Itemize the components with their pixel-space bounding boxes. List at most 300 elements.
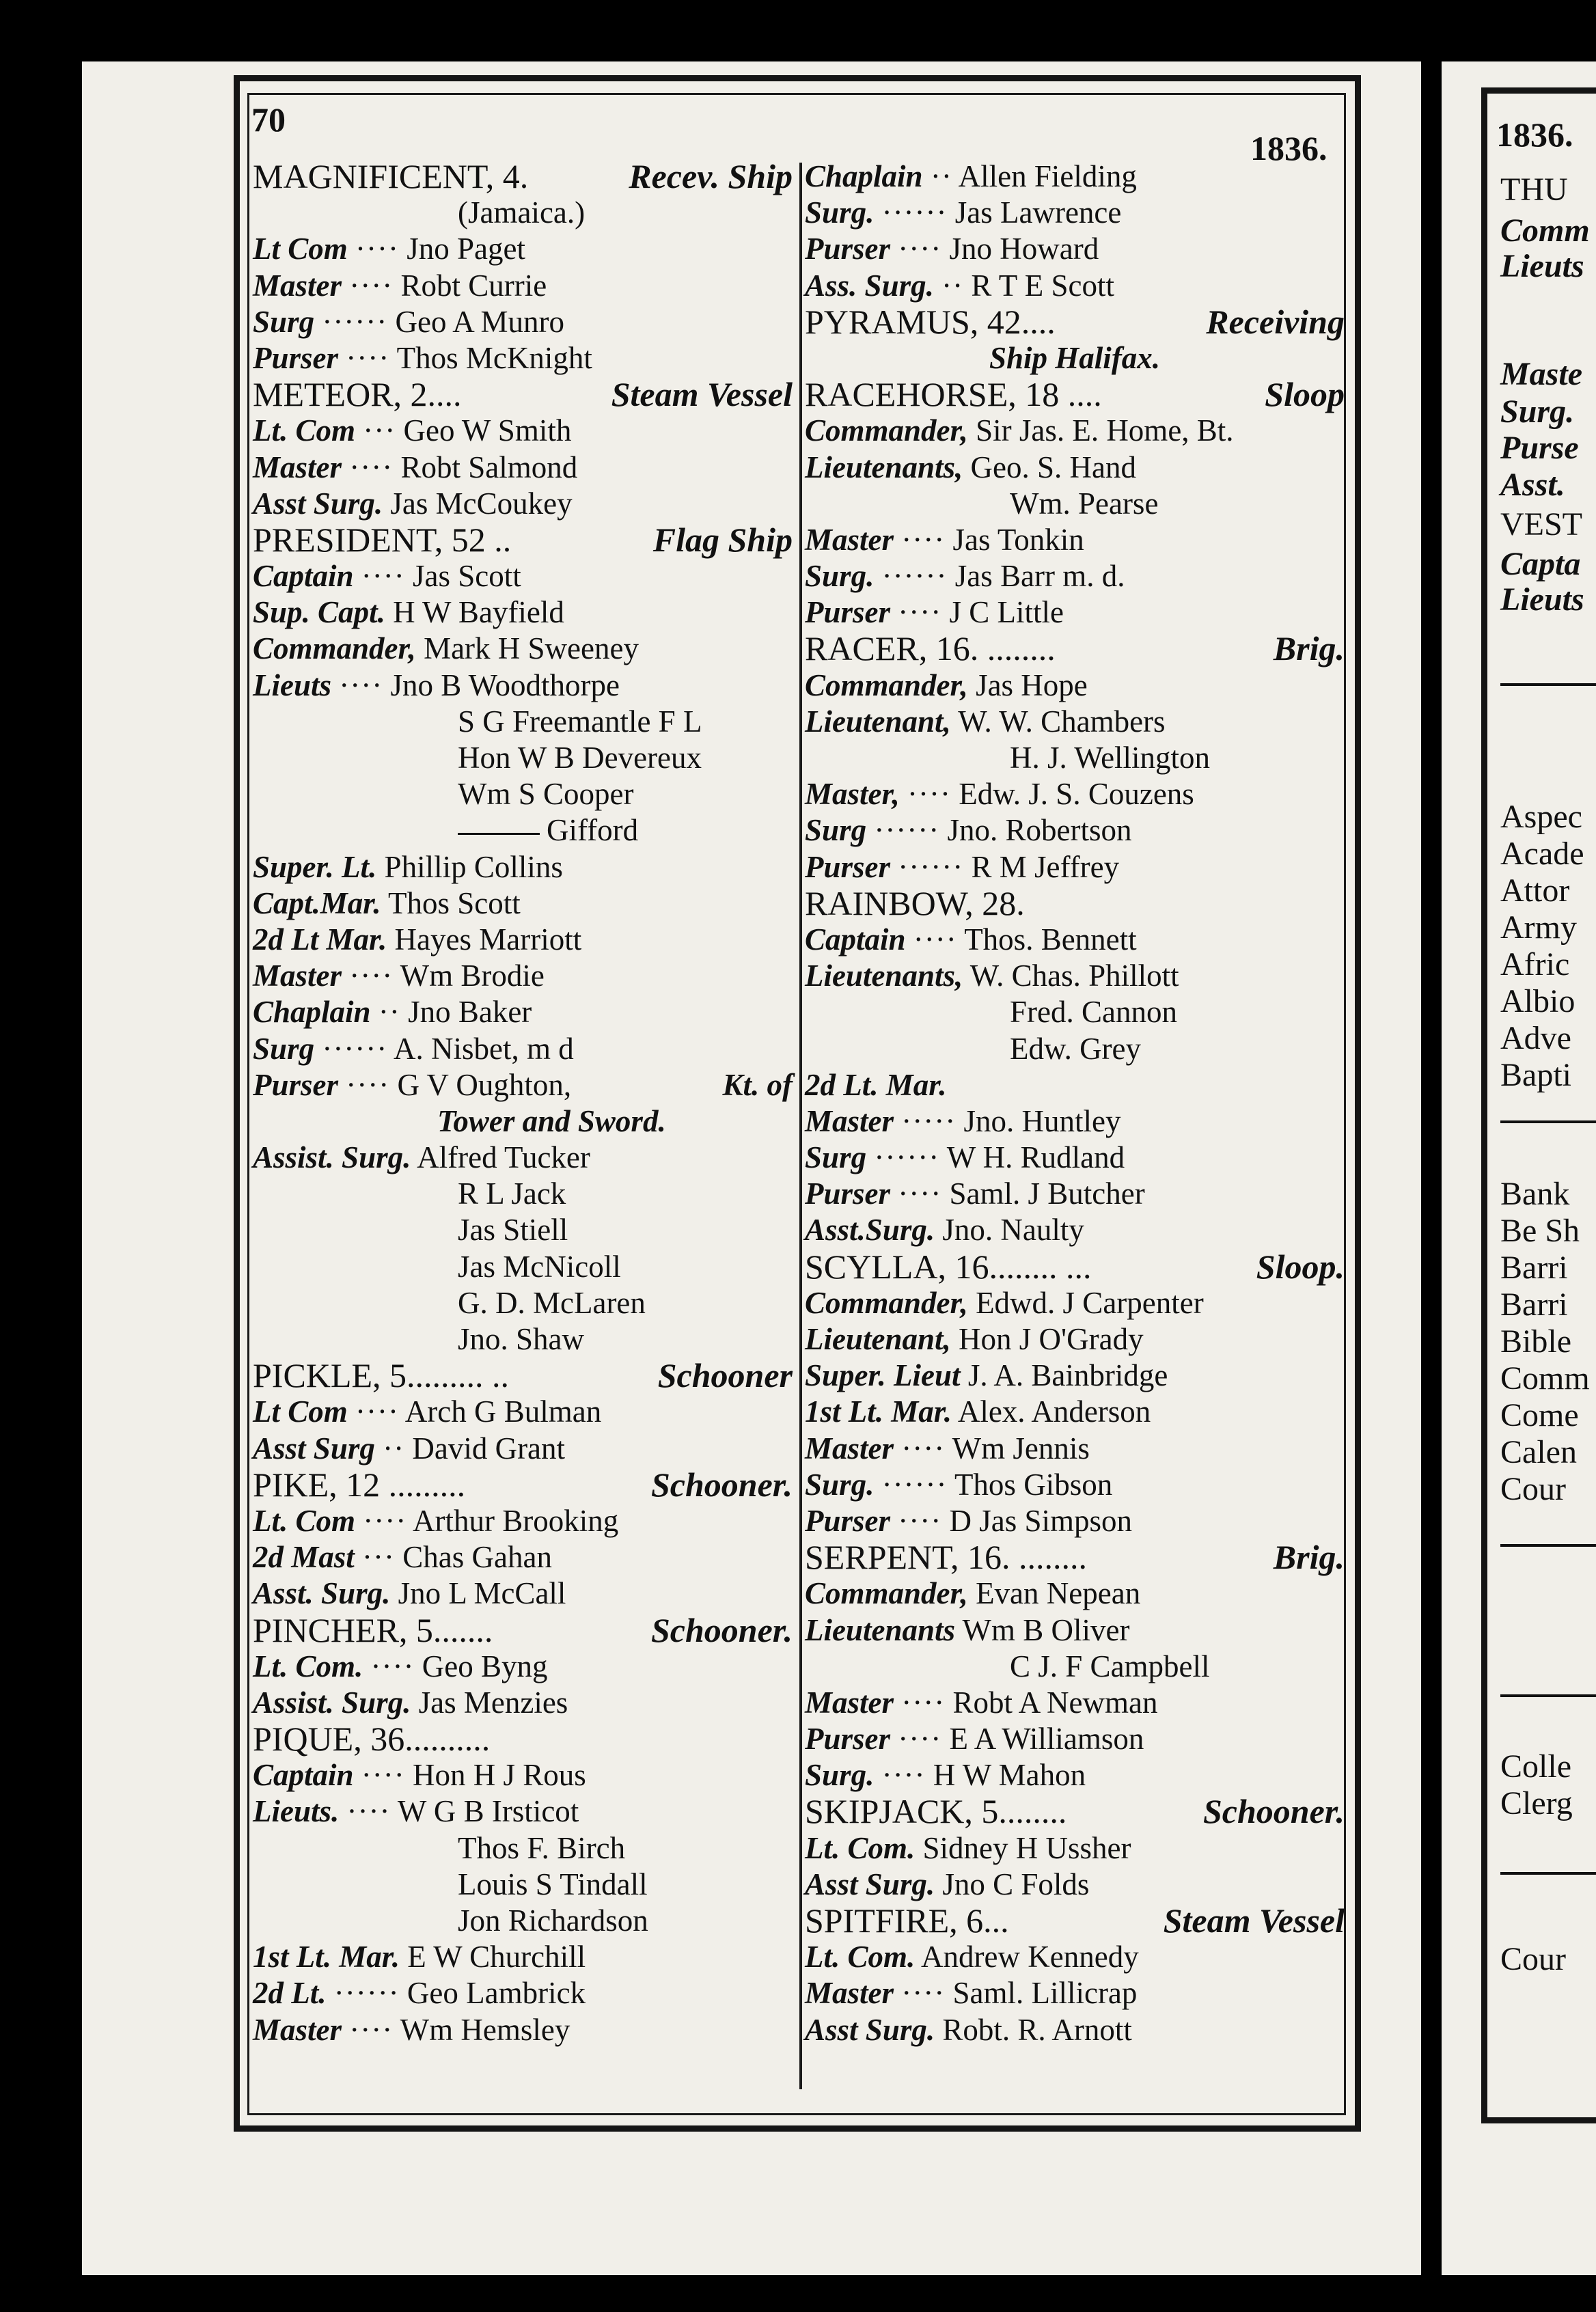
dot-leader: ····	[898, 232, 942, 266]
facing-page-fragment: Clerg	[1500, 1785, 1573, 1821]
officer-rank: Lt. Com.	[805, 1940, 916, 1974]
officer-rank: Purser	[805, 1176, 891, 1211]
officer-name: David Grant	[412, 1431, 566, 1465]
officer-entry	[253, 1649, 793, 1685]
officer-entry	[805, 849, 1345, 885]
dot-leader: ····	[346, 340, 390, 375]
officer-name: Jas Stiell	[458, 1213, 568, 1248]
dot-leader: ······	[874, 813, 940, 848]
officer-entry	[253, 1503, 793, 1539]
continuation-line	[253, 812, 793, 849]
officer-name: Edwd. J Carpenter	[976, 1285, 1204, 1320]
officer-name: Saml. Lillicrap	[952, 1976, 1138, 2011]
dot-leader: ····	[339, 668, 383, 702]
officer-rank: Purser	[805, 1722, 891, 1757]
officer-name: Hayes Marriott	[394, 922, 582, 957]
officer-entry	[805, 704, 1345, 740]
facing-page-fragment: Attor	[1500, 872, 1570, 909]
officer-entry	[805, 268, 1345, 304]
dot-leader: ··	[378, 995, 400, 1030]
officer-name: Jno L McCall	[398, 1576, 566, 1611]
officer-entry	[253, 1067, 793, 1103]
officer-rank: Surg.	[805, 1467, 875, 1502]
officer-name: Jas McNicoll	[458, 1249, 621, 1284]
facing-page-fragment: Aspec	[1500, 799, 1582, 835]
officer-entry	[253, 849, 793, 885]
officer-rank: Super. Lt.	[253, 849, 377, 884]
ship-entry	[805, 304, 1345, 340]
officer-rank: 2d Mast	[253, 1540, 355, 1575]
dot-leader: ····	[370, 1649, 415, 1683]
officer-rank: Lt. Com.	[805, 1830, 916, 1865]
column-divider	[799, 163, 802, 2089]
officer-name: Robt Salmond	[400, 450, 578, 484]
officer-entry	[805, 231, 1345, 267]
officer-rank: Captain	[253, 1758, 354, 1793]
officer-entry	[805, 1867, 1345, 1903]
officer-rank: Asst Surg.	[805, 2012, 935, 2047]
continuation-line	[253, 1249, 793, 1285]
dot-leader: ····	[349, 268, 394, 303]
officer-entry	[805, 1321, 1345, 1358]
officer-name: D Jas Simpson	[949, 1503, 1133, 1538]
officer-rank: Purser	[805, 232, 891, 266]
dot-leader: ····	[349, 2012, 394, 2047]
dot-leader: ······	[874, 1140, 940, 1175]
officer-name: Wm Jennis	[952, 1431, 1090, 1465]
ship-entry	[805, 1539, 1345, 1575]
officer-name: Edw. Grey	[1010, 1031, 1142, 1066]
facing-page-fragment: Cour	[1500, 1471, 1566, 1507]
officer-name: E A Williamson	[949, 1722, 1144, 1757]
officer-entry	[253, 558, 793, 594]
facing-page-fragment: Barri	[1500, 1286, 1568, 1323]
officer-name: Geo. S. Hand	[970, 450, 1137, 484]
ship-type: Schooner.	[1202, 1792, 1345, 1831]
officer-rank: Surg	[253, 304, 315, 339]
officer-name: R T E Scott	[971, 268, 1114, 303]
officer-entry	[253, 1031, 793, 1067]
ship-type: Sloop	[1265, 375, 1345, 414]
officer-entry	[253, 1431, 793, 1467]
officer-rank: Purser	[805, 1503, 891, 1538]
continuation-line	[253, 1830, 793, 1867]
officer-name: E W Churchill	[407, 1940, 586, 1974]
officer-name: R M Jeffrey	[971, 849, 1120, 884]
officer-rank: Master,	[805, 777, 900, 812]
officer-entry	[805, 1103, 1345, 1140]
ship-entry	[253, 376, 793, 413]
officer-name: Wm. Pearse	[1010, 486, 1159, 521]
facing-page-fragment: THU	[1500, 171, 1568, 208]
officer-name: Phillip Collins	[384, 849, 563, 884]
officer-name: A. Nisbet, m d	[394, 1031, 574, 1066]
officer-entry	[253, 1539, 793, 1575]
officer-name: Hon W B Devereux	[458, 741, 702, 775]
officer-name: J. A. Bainbridge	[967, 1358, 1168, 1393]
officer-rank: Asst. Surg.	[253, 1576, 391, 1611]
dot-leader: ······	[881, 1467, 948, 1502]
officer-name: Mark H Sweeney	[424, 631, 639, 666]
officer-name: Jas Hope	[976, 668, 1088, 702]
dot-leader: ····	[355, 1394, 399, 1429]
blank-rule	[458, 833, 540, 835]
officer-entry	[805, 922, 1345, 958]
officer-name: Louis S Tindall	[458, 1867, 648, 1901]
officer-name: Robt. R. Arnott	[942, 2012, 1132, 2047]
officer-name: Thos McKnight	[396, 340, 592, 375]
officer-entry	[253, 994, 793, 1030]
officer-name: Jas McCoukey	[390, 486, 573, 521]
officer-name: Wm Brodie	[400, 959, 545, 993]
officer-rank: Master	[805, 1976, 894, 2011]
ship-name: MAGNIFICENT, 4.	[253, 157, 529, 195]
officer-name: Jno B Woodthorpe	[390, 668, 620, 702]
officer-rank: Lieuts.	[253, 1794, 340, 1829]
ship-name: SPITFIRE, 6...	[805, 1901, 1009, 1940]
officer-entry	[805, 594, 1345, 631]
officer-entry	[805, 1212, 1345, 1248]
facing-page-fragment: VEST	[1500, 506, 1582, 542]
facing-page-fragment: Maste	[1500, 356, 1582, 392]
officer-entry	[805, 159, 1345, 195]
facing-page-fragment: Bible	[1500, 1323, 1571, 1360]
officer-name: W. Chas. Phillott	[969, 959, 1179, 993]
officer-entry	[805, 776, 1345, 812]
continuation-text: Ship Halifax.	[989, 340, 1161, 375]
dot-leader: ······	[898, 849, 964, 884]
officer-entry	[253, 1575, 793, 1612]
officer-name: Sir Jas. E. Home, Bt.	[976, 413, 1234, 448]
facing-page-fragment: Purse	[1500, 430, 1579, 466]
ship-type: Schooner	[657, 1356, 793, 1395]
ship-name: SERPENT, 16. ........	[805, 1538, 1087, 1577]
officer-rank: Commander,	[805, 1576, 968, 1611]
officer-rank: Asst Surg.	[253, 486, 383, 521]
officer-name: R L Jack	[458, 1176, 566, 1211]
officer-rank: 1st Lt. Mar.	[253, 1940, 400, 1974]
officer-rank: Chaplain	[805, 159, 923, 193]
officer-rank: Assist. Surg.	[253, 1140, 411, 1175]
ship-entry	[805, 1903, 1345, 1939]
officer-entry	[253, 1140, 793, 1176]
dot-leader: ····	[355, 232, 399, 266]
officer-name: H W Mahon	[933, 1758, 1086, 1793]
officer-name: Jno Howard	[949, 232, 1099, 266]
facing-page-rule	[1500, 1544, 1596, 1547]
facing-page-fragment: Cour	[1500, 1941, 1566, 1977]
officer-name: Thos. Bennett	[964, 922, 1137, 957]
officer-name: Thos Gibson	[954, 1467, 1113, 1502]
facing-page-fragment: Bapti	[1500, 1057, 1571, 1093]
officer-entry	[253, 413, 793, 449]
officer-rank: Surg.	[805, 1758, 875, 1793]
facing-page-fragment: Asst.	[1500, 467, 1565, 503]
officer-name: Wm S Cooper	[458, 777, 634, 812]
ship-name: SKIPJACK, 5........	[805, 1792, 1067, 1831]
ship-entry	[805, 1793, 1345, 1830]
officer-rank: Surg	[805, 813, 867, 848]
officer-rank: 2d Lt Mar.	[253, 922, 387, 957]
ship-name: PRESIDENT, 52 ..	[253, 520, 512, 559]
continuation-line	[253, 1867, 793, 1903]
officer-name: Sidney H Ussher	[922, 1830, 1131, 1865]
dot-leader: ····	[913, 922, 957, 957]
officer-name: Jno C Folds	[942, 1867, 1090, 1901]
officer-entry	[253, 450, 793, 486]
officer-name: Jas Tonkin	[952, 522, 1084, 557]
ship-name: METEOR, 2....	[253, 375, 462, 414]
officer-rank: Sup. Capt.	[253, 595, 385, 630]
ship-name: SCYLLA, 16........ ...	[805, 1247, 1092, 1286]
continuation-line	[253, 740, 793, 776]
officer-rank: Asst.Surg.	[805, 1213, 935, 1248]
officer-entry	[805, 1503, 1345, 1539]
officer-entry	[805, 1575, 1345, 1612]
ship-type: Recev. Ship	[629, 157, 793, 195]
ship-name: PINCHER, 5.......	[253, 1610, 493, 1649]
officer-rank: Lieutenant,	[805, 1322, 951, 1356]
continuation-line	[253, 195, 793, 231]
officer-entry	[253, 1975, 793, 2011]
officer-name: Geo A Munro	[395, 304, 564, 339]
dot-leader: ····	[901, 1431, 946, 1465]
officer-name: Robt A Newman	[952, 1685, 1158, 1720]
ship-type: Schooner.	[650, 1610, 793, 1649]
officer-name: Jno. Robertson	[947, 813, 1132, 848]
officer-rank: Lieutenants,	[805, 959, 963, 993]
officer-entry	[253, 1939, 793, 1975]
officer-honour: Kt. of	[722, 1067, 793, 1102]
ship-name: RAINBOW, 28.	[805, 883, 1025, 922]
dot-leader: ······	[322, 304, 388, 339]
continuation-text: Tower and Sword.	[437, 1103, 666, 1138]
officer-name: Hon J O'Grady	[959, 1322, 1144, 1356]
officer-entry	[805, 812, 1345, 849]
officer-entry	[253, 2012, 793, 2048]
officer-rank: Super. Lieut	[805, 1358, 961, 1393]
officer-entry	[805, 450, 1345, 486]
officer-entry	[805, 668, 1345, 704]
officer-rank: Lieuts	[253, 668, 332, 702]
officer-name: J C Little	[949, 595, 1064, 630]
officer-name: Saml. J Butcher	[949, 1176, 1145, 1211]
officer-name: Wm B Oliver	[962, 1612, 1130, 1647]
facing-page-rule	[1500, 683, 1596, 686]
officer-name: Thos F. Birch	[458, 1830, 626, 1865]
facing-page-rule	[1500, 1694, 1596, 1697]
officer-entry	[805, 2012, 1345, 2048]
officer-name: Edw. J. S. Couzens	[959, 777, 1194, 812]
dot-leader: ····	[346, 1794, 391, 1829]
dot-leader: ····	[881, 1758, 926, 1793]
officer-rank: 2d Lt. Mar.	[805, 1067, 947, 1102]
facing-page-fragment: Lieuts	[1500, 581, 1584, 618]
officer-rank: Lt. Com.	[253, 1649, 363, 1683]
officer-rank: Purser	[805, 595, 891, 630]
officer-name: S G Freemantle F L	[458, 704, 702, 739]
officer-entry	[253, 631, 793, 667]
ship-type: Flag Ship	[652, 520, 793, 559]
officer-entry	[805, 1612, 1345, 1649]
facing-page-fragment: Capta	[1500, 546, 1581, 582]
officer-name: Gifford	[547, 813, 639, 848]
officer-rank: Surg	[253, 1031, 315, 1066]
officer-entry	[805, 1939, 1345, 1975]
officer-name: Robt Currie	[400, 268, 547, 303]
officer-entry	[253, 958, 793, 994]
ship-entry	[253, 1358, 793, 1394]
officer-rank: Captain	[253, 559, 354, 594]
officer-entry	[805, 195, 1345, 231]
officer-entry	[805, 1685, 1345, 1721]
officer-rank: Lieutenant,	[805, 704, 951, 739]
ship-name: RACER, 16. ........	[805, 629, 1056, 668]
dot-leader: ······	[881, 195, 948, 230]
officer-entry	[805, 1176, 1345, 1212]
continuation-line	[253, 1285, 793, 1321]
officer-entry	[253, 231, 793, 267]
officer-name: Arch G Bulman	[404, 1394, 602, 1429]
officer-name: W G B Irsticot	[397, 1794, 579, 1829]
continuation-line	[253, 1176, 793, 1212]
officer-name: Andrew Kennedy	[921, 1940, 1139, 1974]
officer-entry	[805, 1721, 1345, 1757]
officer-entry	[805, 1394, 1345, 1430]
facing-page-rule	[1500, 1872, 1596, 1875]
ship-name: PYRAMUS, 42....	[805, 302, 1056, 341]
facing-page-fragment: Bank	[1500, 1176, 1570, 1212]
officer-rank: Lt Com	[253, 232, 348, 266]
continuation-line	[253, 1103, 793, 1140]
officer-rank: Commander,	[805, 668, 968, 702]
dot-leader: ····	[349, 959, 394, 993]
officer-entry	[253, 885, 793, 922]
officer-entry	[253, 340, 793, 376]
ship-entry	[805, 376, 1345, 413]
dot-leader: ······	[322, 1031, 388, 1066]
officer-name: Jno. Naulty	[942, 1213, 1084, 1248]
officer-entry	[253, 486, 793, 522]
officer-rank: Ass. Surg.	[805, 268, 934, 303]
officer-rank: 2d Lt.	[253, 1976, 327, 2011]
facing-page-fragment: Colle	[1500, 1748, 1571, 1785]
officer-name: Fred. Cannon	[1010, 995, 1177, 1030]
ship-name: PIQUE, 36..........	[253, 1720, 491, 1759]
officer-name: Geo Byng	[422, 1649, 548, 1683]
officer-name: Thos Scott	[388, 885, 521, 920]
facing-page-fragment: Surg.	[1500, 394, 1575, 430]
ship-entry	[253, 1467, 793, 1503]
officer-name: Jno. Shaw	[458, 1322, 585, 1356]
officer-rank: Capt.Mar.	[253, 885, 381, 920]
continuation-line	[805, 740, 1345, 776]
continuation-line	[805, 994, 1345, 1030]
officer-entry	[805, 1975, 1345, 2011]
dot-leader: ······	[333, 1976, 400, 2011]
continuation-line	[805, 1649, 1345, 1685]
ship-type: Steam Vessel	[1163, 1901, 1345, 1940]
dot-leader: ···	[363, 413, 396, 448]
officer-name: Jno. Huntley	[963, 1103, 1121, 1138]
facing-page-year: 1836.	[1496, 115, 1573, 154]
ship-name: PICKLE, 5......... ..	[253, 1356, 509, 1395]
officer-name: Arthur Brooking	[413, 1503, 619, 1538]
officer-rank: Lieutenants	[805, 1612, 956, 1647]
officer-name: Jas Menzies	[418, 1685, 568, 1720]
officer-rank: Purser	[805, 849, 891, 884]
officer-entry	[253, 922, 793, 958]
officer-name: (Jamaica.)	[458, 195, 586, 230]
officer-rank: Master	[253, 450, 342, 484]
officer-name: G. D. McLaren	[458, 1285, 646, 1320]
officer-name: W. W. Chambers	[958, 704, 1166, 739]
facing-page-rule	[1500, 1120, 1596, 1123]
continuation-line	[253, 1903, 793, 1939]
officer-entry	[805, 558, 1345, 594]
continuation-line	[253, 704, 793, 740]
continuation-line	[253, 776, 793, 812]
ship-name: PIKE, 12 .........	[253, 1465, 466, 1504]
officer-rank: Asst Surg	[253, 1431, 375, 1465]
dot-leader: ···	[362, 1540, 395, 1575]
facing-page-fragment: Adve	[1500, 1020, 1571, 1056]
officer-rank: Commander,	[805, 413, 968, 448]
dot-leader: ····	[901, 1976, 946, 2011]
officer-entry	[253, 594, 793, 631]
dot-leader: ····	[898, 595, 942, 630]
officer-rank: Master	[253, 268, 342, 303]
ship-type: Receiving	[1206, 302, 1345, 341]
continuation-line	[805, 340, 1345, 376]
ship-name: RACEHORSE, 18 ....	[805, 375, 1102, 414]
facing-page-fragment: Albio	[1500, 983, 1576, 1019]
officer-rank: Purser	[253, 340, 339, 375]
officer-rank: Surg.	[805, 559, 875, 594]
dot-leader: ······	[881, 559, 948, 594]
officer-rank: Purser	[253, 1067, 339, 1102]
officer-rank: Chaplain	[253, 995, 371, 1030]
officer-entry	[805, 1467, 1345, 1503]
officer-rank: Asst Surg.	[805, 1867, 935, 1901]
facing-page-fragment: Be Sh	[1500, 1213, 1580, 1249]
continuation-line	[805, 486, 1345, 522]
officer-entry	[253, 668, 793, 704]
right-column	[805, 159, 1345, 2048]
page-year: 1836.	[1250, 129, 1327, 167]
officer-rank: Captain	[805, 922, 906, 957]
dot-leader: ··	[941, 268, 964, 303]
officer-name: Allen Fielding	[958, 159, 1137, 193]
officer-name: Jas Scott	[413, 559, 521, 594]
ship-entry	[253, 1612, 793, 1649]
dot-leader: ····	[898, 1722, 942, 1757]
officer-name: Evan Nepean	[976, 1576, 1141, 1611]
dot-leader: ····	[901, 522, 946, 557]
officer-name: Wm Hemsley	[400, 2012, 570, 2047]
officer-entry	[805, 522, 1345, 558]
dot-leader: ····	[361, 1758, 405, 1793]
officer-rank: Lt Com	[253, 1394, 348, 1429]
officer-entry	[253, 304, 793, 340]
officer-name: Hon H J Rous	[413, 1758, 586, 1793]
facing-page-fragment: Comm	[1500, 1360, 1590, 1396]
page-number: 70	[251, 100, 286, 139]
dot-leader: ··	[930, 159, 952, 193]
officer-entry	[805, 958, 1345, 994]
dot-leader: ····	[346, 1067, 390, 1102]
officer-rank: Master	[253, 2012, 342, 2047]
